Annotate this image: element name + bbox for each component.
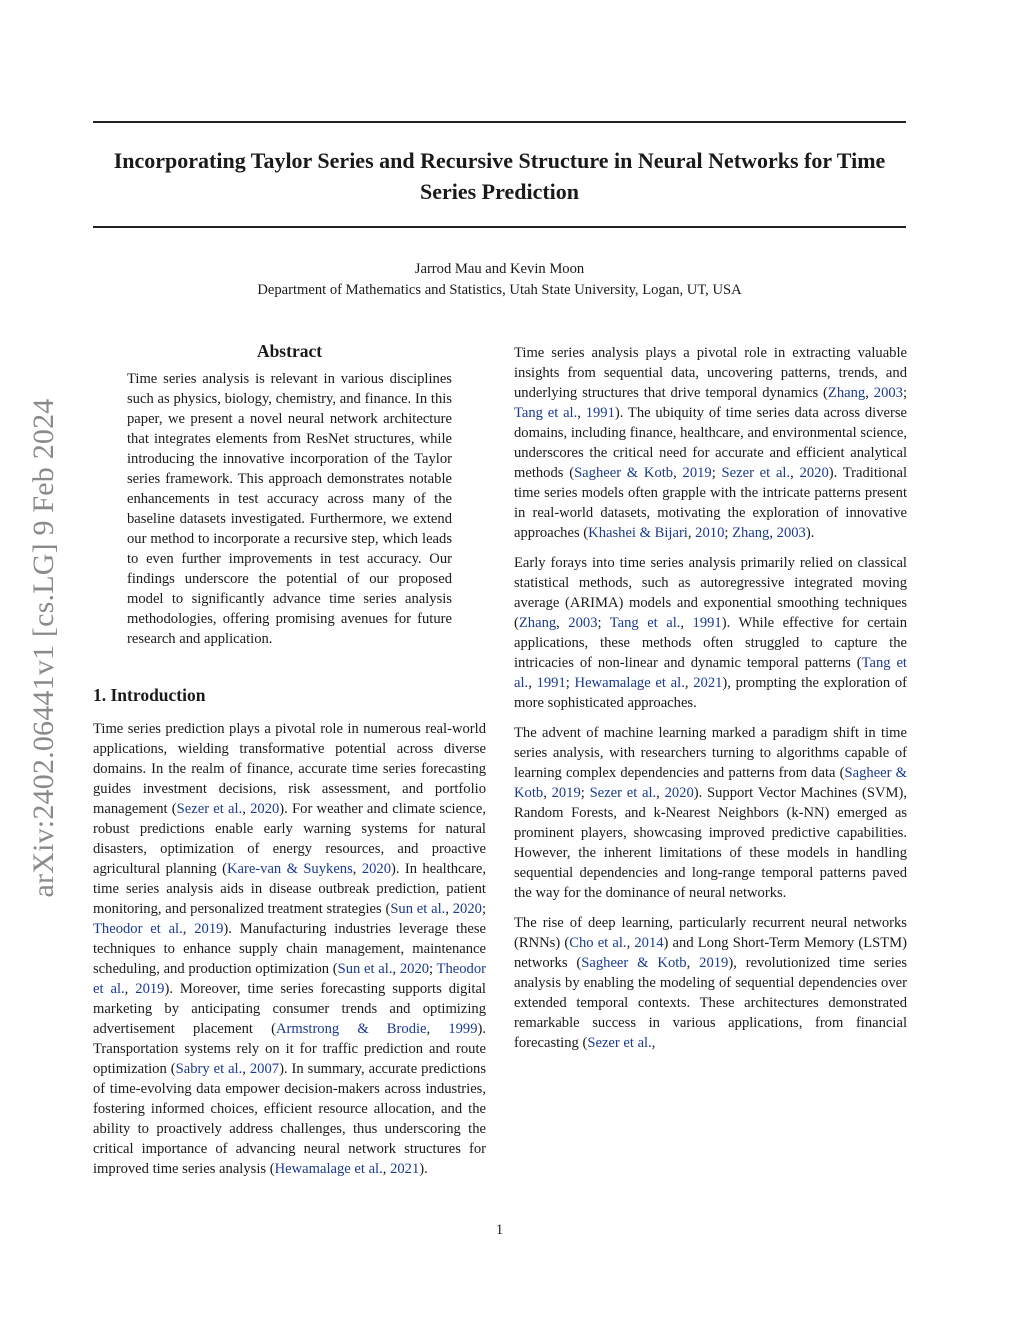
intro-paragraph-4: The advent of machine learning marked a paradigm shift in time series analysis, with researchers turning to algorithms capable of learning complex dependencies and patterns from data (Sagheer & Kotb, 2019; Sezer et al., 2020). Support Vector Machines (SVM), Random Forests, and k-Nearest Neighbors (k-NN) emerged as prominent players, showcasing improved predictive capabilities. However, the inherent limitations of these models in handling sequential dependencies and long-range temporal patterns paved the way for the dominance of neural networks. xyxy=(514,725,907,901)
citation-link[interactable]: 2019 xyxy=(135,981,165,997)
left-column xyxy=(93,341,486,1189)
citation-link[interactable]: Hewamalage et al. xyxy=(574,675,685,691)
abstract-text: Time series analysis is relevant in various disciplines such as physics, biology, chemistry, and finance. In this paper, we present a novel neural network architecture that integrates elements from ResNet structures, while introducing the innovative incorporation of the Taylor series framework. This approach demonstrates notable enhancements in test accuracy across many of the baseline datasets investigated. Furthermore, we extend our method to incorporate a recursive step, which leads to even further improvements in test accuracy. Our findings underscore the potential of our proposed model to significantly advance time series analysis methodologies, offering promising avenues for future research and application. xyxy=(127,371,452,647)
citation-link[interactable]: 2020 xyxy=(250,801,280,817)
paper-title: Incorporating Taylor Series and Recursive Structure in Neural Networks for Time Series Prediction xyxy=(113,148,886,204)
citation-link[interactable]: 2003 xyxy=(776,525,806,541)
citation-link[interactable]: Zhang xyxy=(732,525,770,541)
page-number: 1 xyxy=(495,1222,504,1238)
citation-link[interactable]: Sun et al. xyxy=(390,901,446,917)
citation-link[interactable]: Khashei & Bijari xyxy=(588,525,688,541)
citation-link[interactable]: 2021 xyxy=(390,1161,420,1177)
intro-paragraph-3: Early forays into time series analysis primarily relied on classical statistical methods, such as autoregressive integrated moving average (ARIMA) models and exponential smoothing techniques (Zhang, 2003; Tang et al., 1991). While effective for certain applications, these methods often struggled to capture the intricacies of non-linear and dynamic temporal patterns (Tang et al., 1991; Hewamalage et al., 2021), prompting the exploration of more sophisticated approaches. xyxy=(514,555,908,711)
top-rule xyxy=(93,121,906,123)
citation-link[interactable]: Tang et al. xyxy=(609,615,681,631)
citation-link[interactable]: 2021 xyxy=(693,675,723,691)
citation-link[interactable]: 2007 xyxy=(249,1061,280,1077)
intro-paragraph-5: The rise of deep learning, particularly recurrent neural networks (RNNs) (Cho et al., 2014) and Long Short-Term Memory (LSTM) networks (Sagheer & Kotb, 2019), revolutionized time series analysis by enabling the modeling of sequential dependencies over extended temporal contexts. These architectures demonstrated remarkable success in various applications, from financial forecasting (Sezer et al., xyxy=(514,915,907,1051)
citation-link[interactable]: 2014 xyxy=(634,935,664,951)
citation-link[interactable]: Armstrong & Brodie xyxy=(275,1021,427,1037)
abstract-heading: Abstract xyxy=(256,341,323,361)
citation-link[interactable]: 2020 xyxy=(361,861,391,877)
citation-link[interactable]: 2003 xyxy=(873,385,903,401)
arxiv-identifier: arXiv:2402.06441v1 [cs.LG] 9 Feb 2024 xyxy=(27,398,60,898)
citation-link[interactable]: 2020 xyxy=(799,465,829,481)
citation-link[interactable]: Zhang xyxy=(827,385,866,401)
citation-link[interactable]: Cho et al. xyxy=(569,935,627,951)
citation-link[interactable]: Hewamalage et al. xyxy=(274,1161,383,1177)
author-names: Jarrod Mau and Kevin Moon xyxy=(414,261,585,277)
citation-link[interactable]: Theodor et al. xyxy=(93,921,183,937)
intro-paragraph-1: Time series prediction plays a pivotal role in numerous real-world applications, wielding transformative potential across diverse domains. In the realm of finance, accurate time series forecasting guides investment decisions, risk assessment, and portfolio management (Sezer et al., 2020). For weather and climate science, robust predictions enable early warning systems for natural disasters, optimization of energy resources, and proactive agricultural planning (Kare-van & Suykens, 2020). In healthcare, time series analysis aids in disease outbreak prediction, patient monitoring, and personalized treatment strategies (Sun et al., 2020; Theodor et al., 2019). Manufacturing industries leverage these techniques to enhance supply chain management, maintenance scheduling, and production optimization (Sun et al., 2020; Theodor et al., 2019). Moreover, time series forecasting supports digital marketing by anticipating consumer trends and optimizing advertisement placement (Armstrong & Brodie, 1999). Transportation systems rely on it for traffic prediction and route optimization (Sabry et al., 2007). In summary, accurate predictions of time-evolving data empower decision-makers across industries, fostering informed choices, efficient resource allocation, and the ability to proactively address challenges, thus underscoring the critical importance of advancing neural network structures for improved time series analysis (Hewamalage et al., 2021). xyxy=(93,721,487,1177)
citation-link[interactable]: Sezer et al. xyxy=(176,801,243,817)
intro-paragraph-2: Time series analysis plays a pivotal role in extracting valuable insights from sequential data, uncovering patterns, trends, and underlying structures that drive temporal dynamics (Zhang, 2003; Tang et al., 1991). The ubiquity of time series data across diverse domains, including finance, healthcare, and environmental science, underscores the critical need for accurate and efficient analytical methods (Sagheer & Kotb, 2019; Sezer et al., 2020). Traditional time series models often grapple with the intricate patterns present in real-world datasets, motivating the exploration of innovative approaches (Khashei & Bijari, 2010; Zhang, 2003). xyxy=(514,345,908,541)
citation-link[interactable]: Tang et al. xyxy=(514,405,578,421)
citation-link[interactable]: 2019 xyxy=(551,785,581,801)
citation-link[interactable]: 2020 xyxy=(452,901,482,917)
citation-link[interactable]: Sabry et al. xyxy=(175,1061,243,1077)
citation-link[interactable]: Theodor et al. xyxy=(93,961,486,997)
citation-link[interactable]: Zhang xyxy=(518,615,557,631)
title-bottom-rule xyxy=(93,226,906,228)
section-heading-introduction: 1. Introduction xyxy=(93,685,206,705)
citation-link[interactable]: 1999 xyxy=(448,1021,478,1037)
citation-link[interactable]: Sezer et al. xyxy=(587,1035,652,1051)
citation-link[interactable]: 2019 xyxy=(699,955,729,971)
citation-link[interactable]: Kare-van & Suykens xyxy=(226,861,353,877)
citation-link[interactable]: 2019 xyxy=(194,921,224,937)
citation-link[interactable]: Sezer et al. xyxy=(589,785,657,801)
citation-link[interactable]: 2019 xyxy=(682,465,712,481)
citation-link[interactable]: 1991 xyxy=(692,615,722,631)
affiliation: Department of Mathematics and Statistics, Utah State University, Logan, UT, USA xyxy=(257,282,742,298)
citation-link[interactable]: 2020 xyxy=(664,785,694,801)
author-block xyxy=(93,259,906,301)
citation-link[interactable]: Sagheer & Kotb xyxy=(581,955,687,971)
citation-link[interactable]: 2020 xyxy=(399,961,430,977)
citation-link[interactable]: 2003 xyxy=(568,615,598,631)
citation-link[interactable]: Tang et al. xyxy=(514,655,907,691)
citation-link[interactable]: 2010 xyxy=(695,525,725,541)
citation-link[interactable]: Sagheer & Kotb xyxy=(574,465,674,481)
right-column xyxy=(514,343,907,1063)
citation-link[interactable]: Sun et al. xyxy=(337,961,393,977)
citation-link[interactable]: Sagheer & Kotb xyxy=(514,765,907,801)
citation-link[interactable]: 1991 xyxy=(585,405,615,421)
citation-link[interactable]: Sezer et al. xyxy=(721,465,791,481)
citation-link[interactable]: 1991 xyxy=(536,675,566,691)
